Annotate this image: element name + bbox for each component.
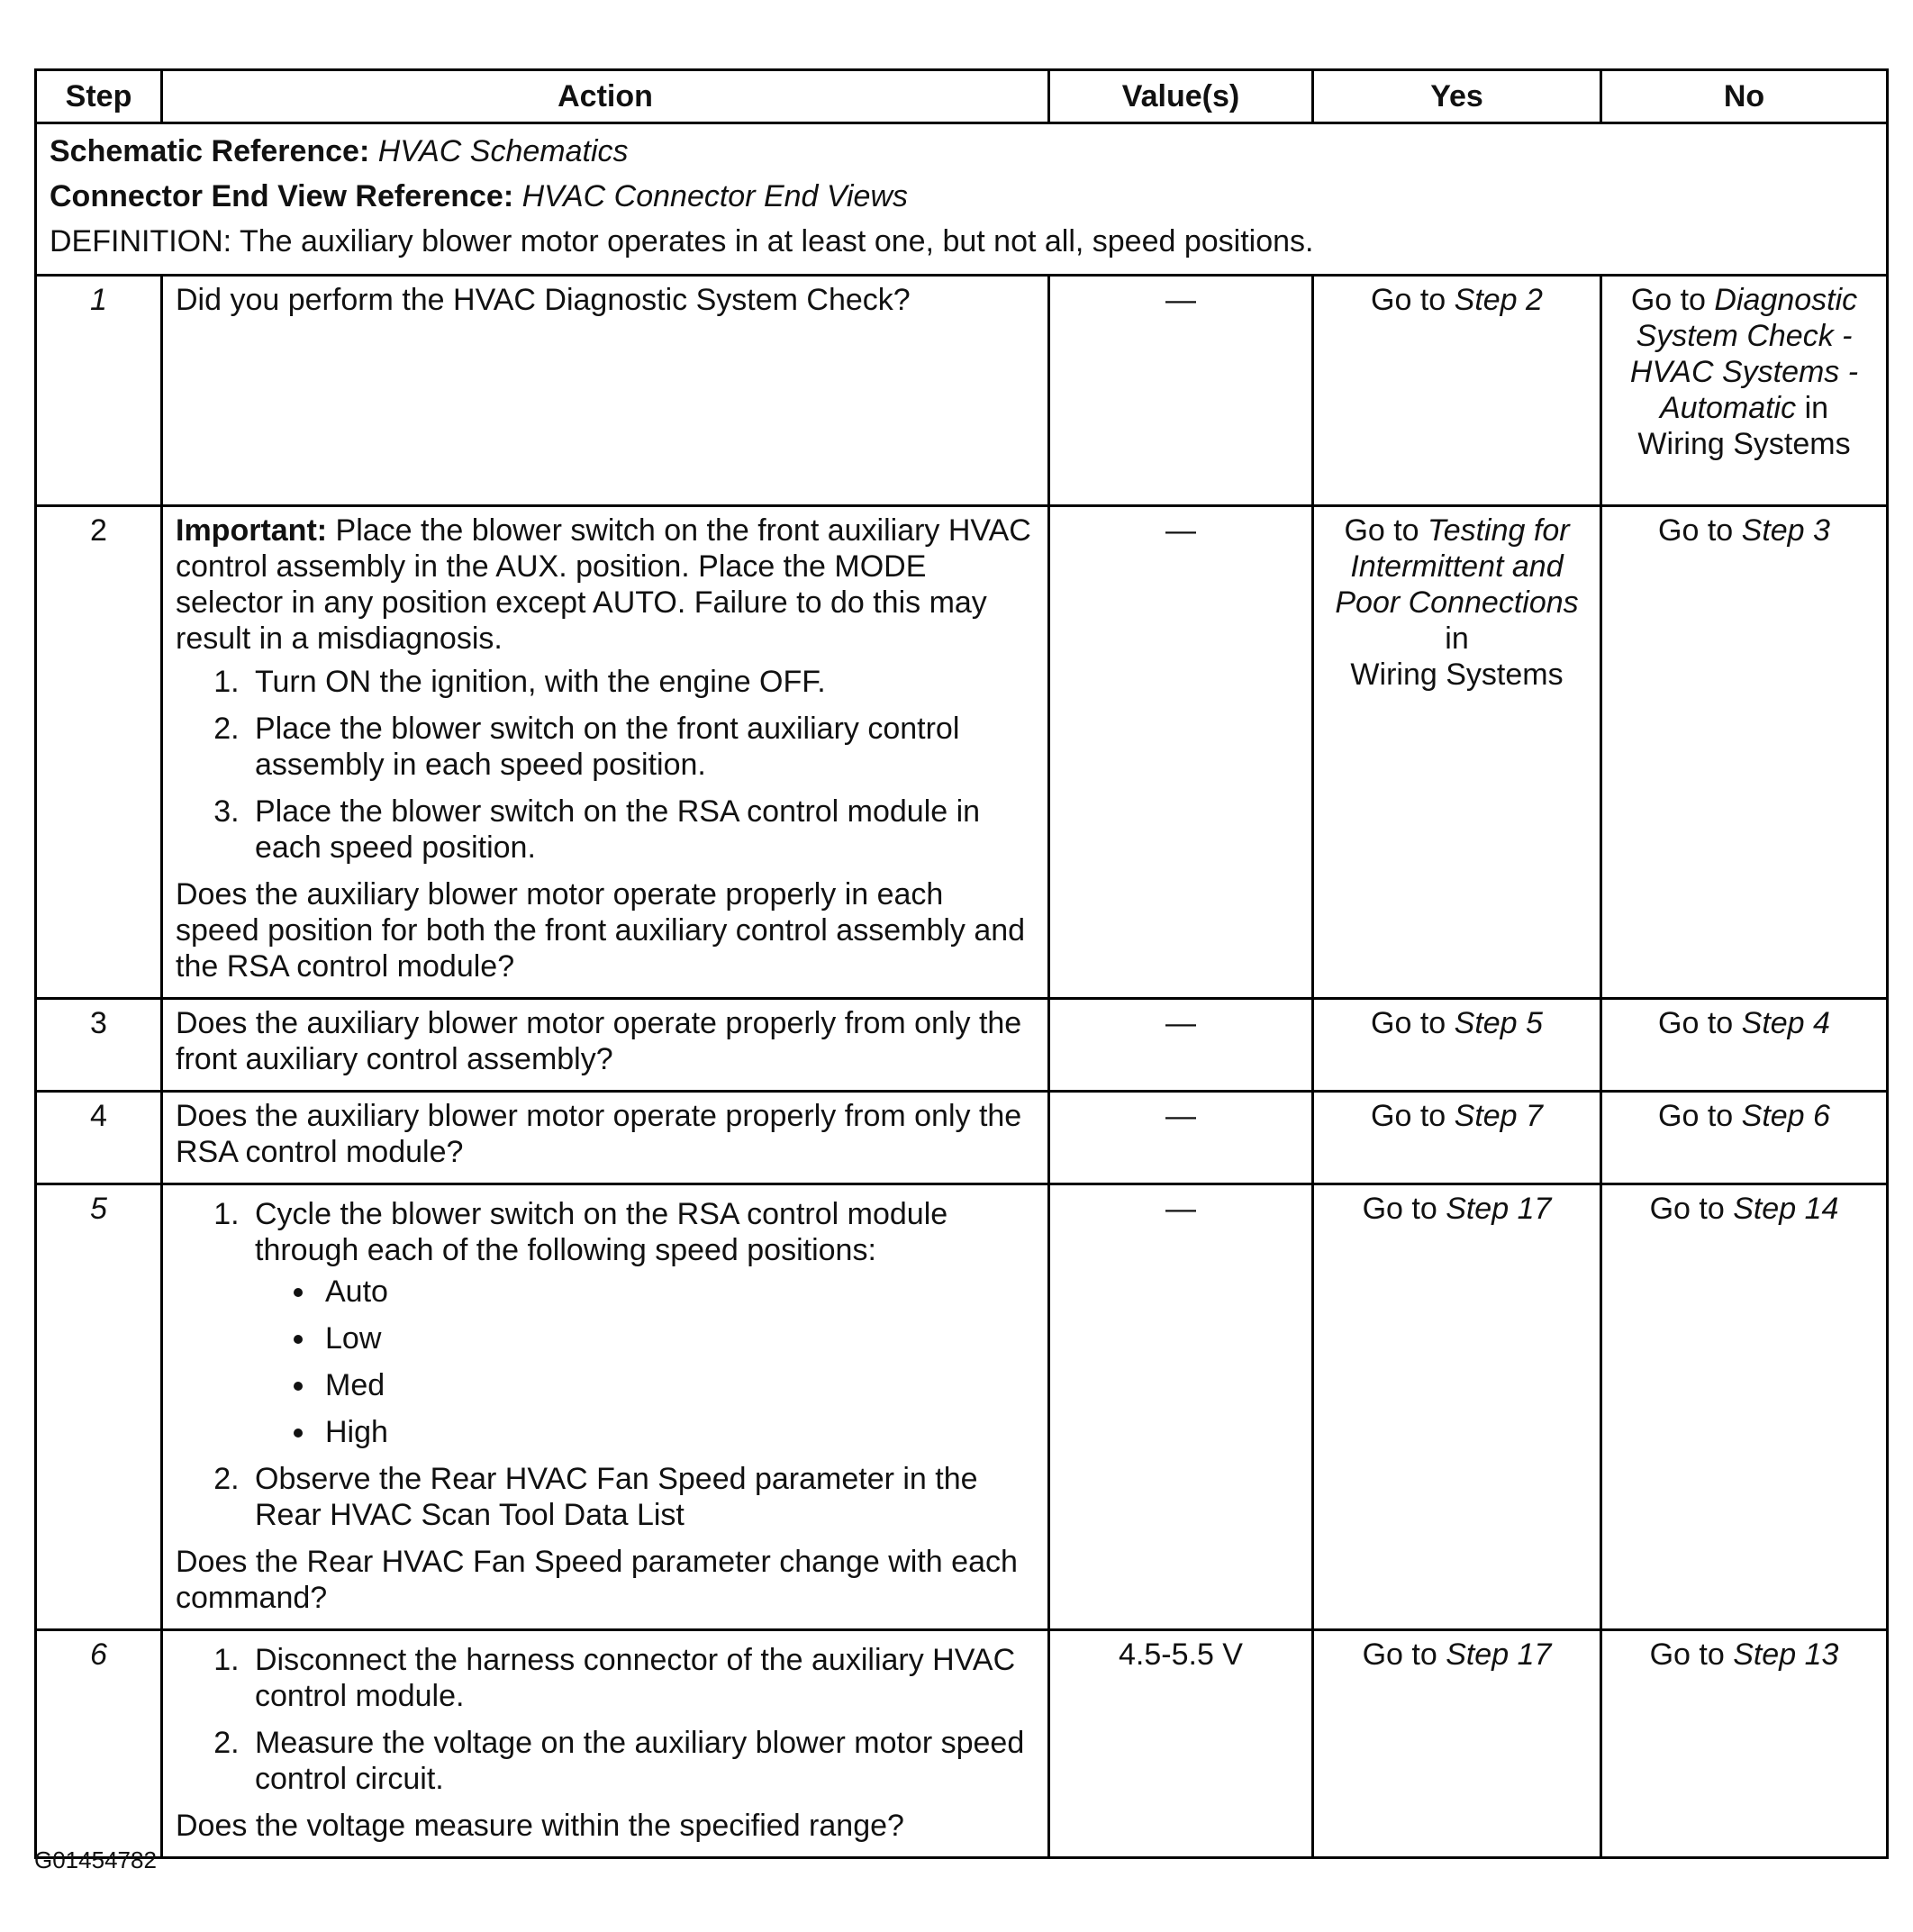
yes-link[interactable]: Step 2 (1454, 283, 1543, 317)
yes-cell (1313, 276, 1601, 506)
definition-text: DEFINITION: The auxiliary blower motor operates in at least one, but not all, speed positions. (50, 224, 1314, 259)
yes-prefix: Go to (1362, 1192, 1446, 1226)
action-cell (162, 506, 1049, 999)
yes-link[interactable]: Step 17 (1446, 1192, 1552, 1226)
yes-cell (1313, 1184, 1601, 1630)
step-question: Did you perform the HVAC Diagnostic System Check? (176, 283, 911, 317)
schematic-reference-link[interactable]: HVAC Schematics (377, 134, 629, 168)
yes-link[interactable]: Step 7 (1454, 1099, 1543, 1133)
speed-positions-list (255, 1274, 1035, 1450)
yes-link[interactable]: Step 17 (1446, 1637, 1552, 1672)
no-prefix: Go to (1649, 1637, 1734, 1672)
no-prefix: Go to (1658, 1006, 1742, 1040)
yes-link[interactable]: Step 5 (1454, 1006, 1543, 1040)
yes-cell (1313, 999, 1601, 1092)
action-cell (162, 999, 1049, 1092)
action-cell (162, 1184, 1049, 1630)
list-item: 2. Place the blower switch on the front auxiliary control assembly in each speed position. (248, 711, 1035, 783)
no-prefix: Go to (1658, 1099, 1742, 1133)
step-question: Does the voltage measure within the specified range? (176, 1809, 904, 1843)
no-link[interactable]: Step 13 (1733, 1637, 1839, 1672)
action-cell (162, 276, 1049, 506)
value-cell: 4.5-5.5 V (1049, 1630, 1313, 1858)
step-question: Does the auxiliary blower motor operate properly from only the RSA control module? (176, 1099, 1022, 1169)
procedure-list (176, 1196, 1035, 1533)
value-cell: — (1049, 1184, 1313, 1630)
procedure-list (176, 664, 1035, 866)
list-item: 1. Turn ON the ignition, with the engine OFF. (248, 664, 1035, 700)
step-row-2 (36, 506, 1888, 999)
important-text: Place the blower switch on the front auxiliary HVAC control assembly in the AUX. position. Place the MODE selector in any position except AUTO. Failure to do this may result in a misdiagnosis. (176, 513, 1031, 656)
important-note (176, 512, 1035, 657)
list-item (248, 1196, 1035, 1450)
diagnostic-table (34, 68, 1889, 1859)
header-values: Value(s) (1049, 70, 1313, 123)
no-link[interactable]: Step 3 (1741, 513, 1830, 548)
header-step: Step (36, 70, 162, 123)
yes-prefix: Go to (1362, 1637, 1446, 1672)
no-cell (1601, 276, 1888, 506)
step-number: 4 (36, 1092, 162, 1184)
yes-cell (1313, 506, 1601, 999)
important-label: Important: (176, 513, 328, 548)
schematic-reference-label: Schematic Reference: (50, 134, 370, 168)
yes-prefix: Go to (1371, 1099, 1455, 1133)
yes-cell (1313, 1092, 1601, 1184)
step-number: 1 (36, 276, 162, 506)
yes-prefix: Go to (1371, 1006, 1455, 1040)
no-link[interactable]: Step 6 (1741, 1099, 1830, 1133)
no-prefix: Go to (1658, 513, 1742, 548)
no-cell (1601, 1630, 1888, 1858)
list-item: 2. Measure the voltage on the auxiliary blower motor speed control circuit. (248, 1725, 1035, 1797)
value-cell: — (1049, 1092, 1313, 1184)
step-number: 6 (36, 1630, 162, 1858)
connector-reference-label: Connector End View Reference: (50, 179, 514, 213)
step-question: Does the auxiliary blower motor operate properly in each speed position for both the front auxiliary control assembly and the RSA control module? (176, 877, 1026, 984)
no-cell (1601, 506, 1888, 999)
no-link[interactable]: Step 4 (1741, 1006, 1830, 1040)
action-cell (162, 1630, 1049, 1858)
value-cell: — (1049, 999, 1313, 1092)
yes-prefix: Go to (1344, 513, 1428, 548)
bullet-item: • Auto (318, 1274, 1035, 1310)
bullet-item: • Med (318, 1367, 1035, 1403)
step-row-4 (36, 1092, 1888, 1184)
action-cell (162, 1092, 1049, 1184)
bullet-item: • High (318, 1414, 1035, 1450)
step-row-6 (36, 1630, 1888, 1858)
schematic-reference (50, 133, 1873, 169)
no-link[interactable]: Diagnostic System Check - HVAC Systems - Automatic (1629, 283, 1859, 425)
no-cell (1601, 1092, 1888, 1184)
procedure-list (176, 1642, 1035, 1797)
figure-id: G01454782 (34, 1846, 157, 1873)
step-row-5 (36, 1184, 1888, 1630)
yes-link[interactable]: Testing for Intermittent and Poor Connections (1335, 513, 1579, 620)
step-number: 3 (36, 999, 162, 1092)
no-suffix: in Wiring Systems (1637, 391, 1851, 461)
yes-cell (1313, 1630, 1601, 1858)
header-row (36, 70, 1888, 123)
yes-in: in (1445, 621, 1469, 656)
list-item-text: Cycle the blower switch on the RSA control module through each of the following speed positions: (255, 1197, 948, 1267)
header-yes: Yes (1313, 70, 1601, 123)
value-cell: — (1049, 276, 1313, 506)
step-question: Does the auxiliary blower motor operate properly from only the front auxiliary control assembly? (176, 1006, 1022, 1076)
list-item: 1. Disconnect the harness connector of the auxiliary HVAC control module. (248, 1642, 1035, 1714)
list-item: 2. Observe the Rear HVAC Fan Speed parameter in the Rear HVAC Scan Tool Data List (248, 1461, 1035, 1533)
step-question: Does the Rear HVAC Fan Speed parameter change with each command? (176, 1545, 1018, 1615)
header-no: No (1601, 70, 1888, 123)
no-prefix: Go to (1649, 1192, 1734, 1226)
step-row-3 (36, 999, 1888, 1092)
bullet-item: • Low (318, 1320, 1035, 1356)
connector-reference (50, 178, 1873, 214)
reference-row (36, 123, 1888, 276)
yes-suffix: Wiring Systems (1350, 658, 1564, 692)
yes-prefix: Go to (1371, 283, 1455, 317)
header-action: Action (162, 70, 1049, 123)
step-number: 5 (36, 1184, 162, 1630)
step-row-1 (36, 276, 1888, 506)
step-number: 2 (36, 506, 162, 999)
connector-reference-link[interactable]: HVAC Connector End Views (521, 179, 908, 213)
no-cell (1601, 1184, 1888, 1630)
no-prefix: Go to (1630, 283, 1715, 317)
no-cell (1601, 999, 1888, 1092)
no-link[interactable]: Step 14 (1733, 1192, 1839, 1226)
reference-cell (36, 123, 1888, 276)
list-item: 3. Place the blower switch on the RSA control module in each speed position. (248, 794, 1035, 866)
value-cell: — (1049, 506, 1313, 999)
